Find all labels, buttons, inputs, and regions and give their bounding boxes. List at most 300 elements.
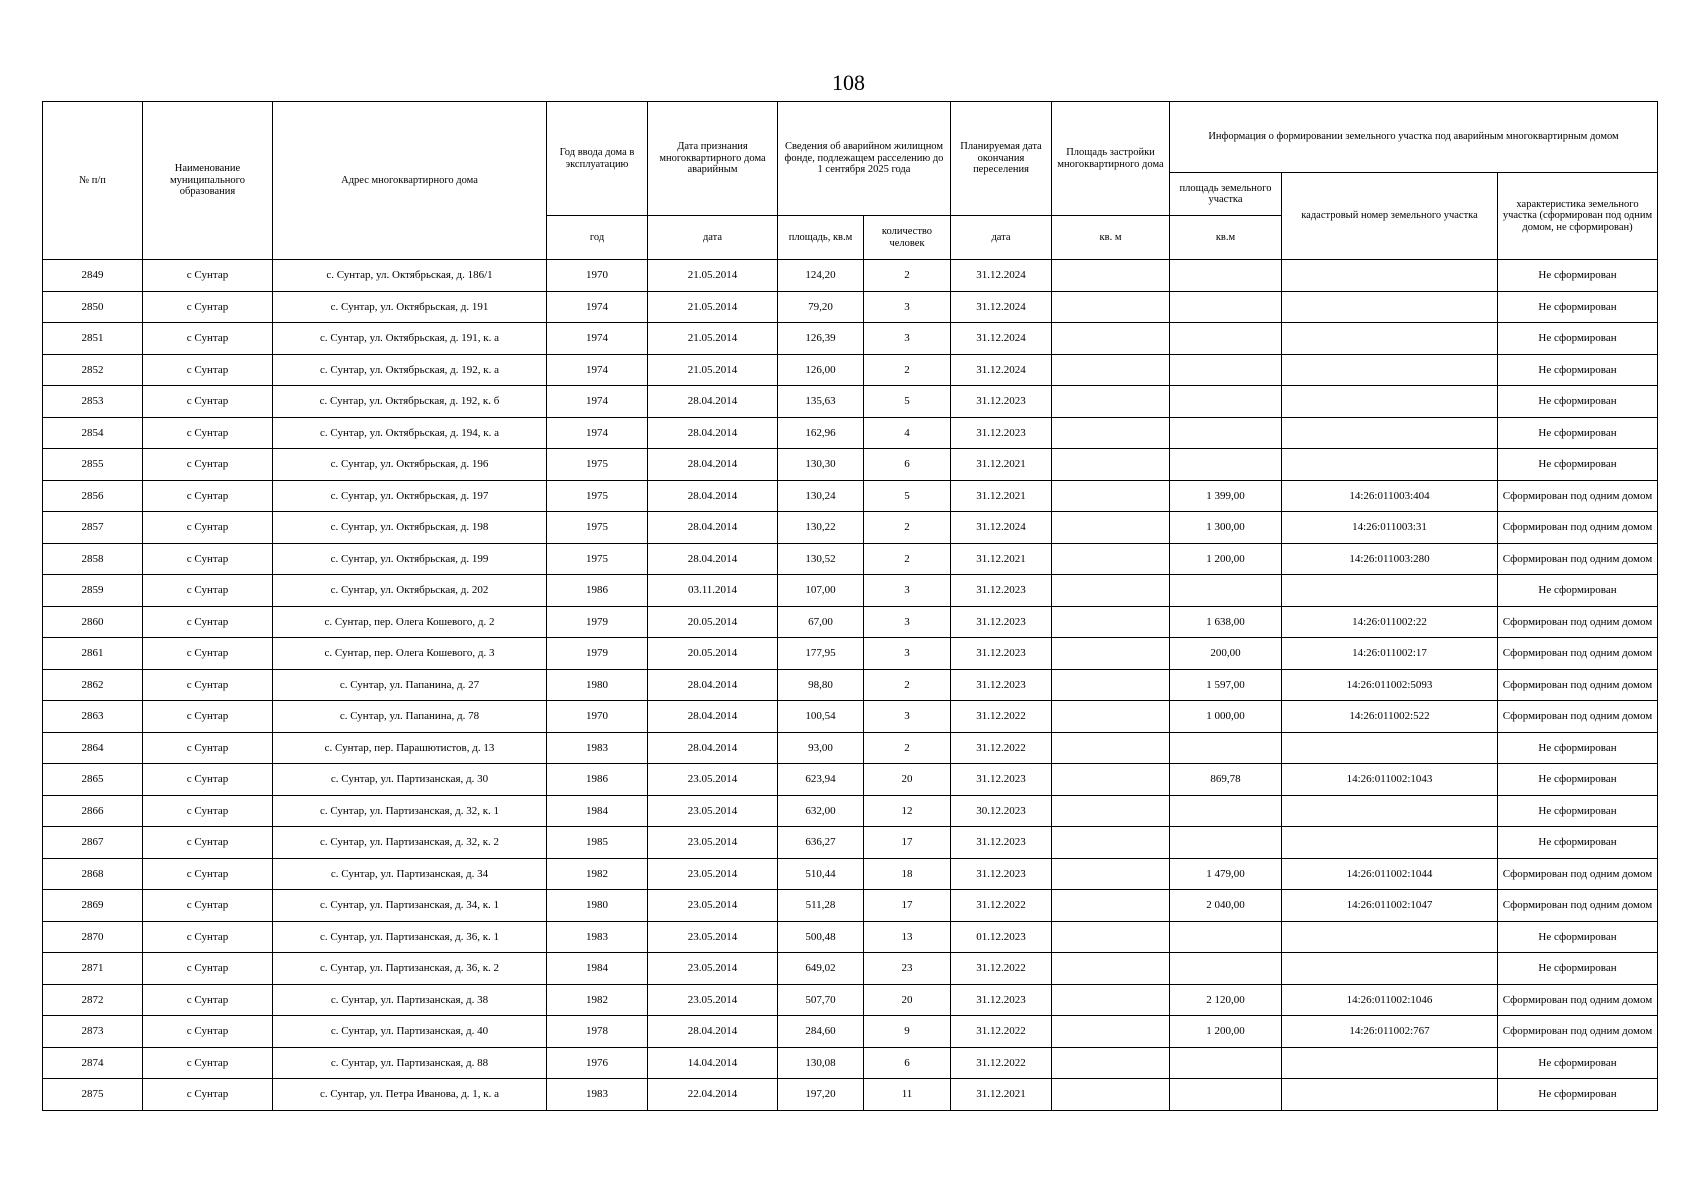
row-number: 2859 xyxy=(43,575,143,607)
row-land-char: Сформирован под одним домом xyxy=(1498,1016,1658,1048)
row-year: 1986 xyxy=(547,764,648,796)
row-address: с. Сунтар, ул. Октябрьская, д. 198 xyxy=(273,512,547,544)
table-row xyxy=(43,606,1658,638)
row-area: 511,28 xyxy=(778,890,864,922)
row-year: 1980 xyxy=(547,890,648,922)
row-date-recognized: 28.04.2014 xyxy=(648,449,778,481)
row-planned-date: 31.12.2023 xyxy=(951,575,1052,607)
row-year: 1982 xyxy=(547,984,648,1016)
row-municipality: с Сунтар xyxy=(143,260,273,292)
row-planned-date: 31.12.2022 xyxy=(951,890,1052,922)
row-date-recognized: 28.04.2014 xyxy=(648,480,778,512)
table-row xyxy=(43,512,1658,544)
row-land-char: Не сформирован xyxy=(1498,1047,1658,1079)
row-land-area xyxy=(1170,354,1282,386)
table-row xyxy=(43,449,1658,481)
row-address: с. Сунтар, ул. Октябрьская, д. 197 xyxy=(273,480,547,512)
row-building-area xyxy=(1052,354,1170,386)
row-building-area xyxy=(1052,543,1170,575)
row-number: 2866 xyxy=(43,795,143,827)
row-address: с. Сунтар, ул. Октябрьская, д. 202 xyxy=(273,575,547,607)
row-cadastral: 14:26:011003:404 xyxy=(1282,480,1498,512)
table-row xyxy=(43,827,1658,859)
row-year: 1974 xyxy=(547,354,648,386)
row-area: 636,27 xyxy=(778,827,864,859)
row-date-recognized: 23.05.2014 xyxy=(648,827,778,859)
row-date-recognized: 28.04.2014 xyxy=(648,512,778,544)
row-people: 20 xyxy=(864,764,951,796)
row-people: 2 xyxy=(864,354,951,386)
row-cadastral: 14:26:011003:31 xyxy=(1282,512,1498,544)
row-people: 23 xyxy=(864,953,951,985)
row-area: 126,00 xyxy=(778,354,864,386)
header-address: Адрес многоквартирного дома xyxy=(273,102,547,260)
row-number: 2860 xyxy=(43,606,143,638)
row-number: 2867 xyxy=(43,827,143,859)
row-cadastral: 14:26:011002:17 xyxy=(1282,638,1498,670)
row-year: 1974 xyxy=(547,417,648,449)
row-address: с. Сунтар, ул. Партизанская, д. 40 xyxy=(273,1016,547,1048)
row-land-area xyxy=(1170,449,1282,481)
row-planned-date: 31.12.2023 xyxy=(951,417,1052,449)
row-date-recognized: 28.04.2014 xyxy=(648,543,778,575)
row-date-recognized: 28.04.2014 xyxy=(648,386,778,418)
header-land-char: характеристика земельного участка (сформирован под одним домом, не сформирован) xyxy=(1498,173,1658,260)
row-municipality: с Сунтар xyxy=(143,354,273,386)
row-cadastral xyxy=(1282,323,1498,355)
row-people: 3 xyxy=(864,701,951,733)
table-row xyxy=(43,921,1658,953)
row-planned-date: 30.12.2023 xyxy=(951,795,1052,827)
row-land-area: 1 597,00 xyxy=(1170,669,1282,701)
row-address: с. Сунтар, ул. Партизанская, д. 36, к. 1 xyxy=(273,921,547,953)
row-number: 2863 xyxy=(43,701,143,733)
row-cadastral: 14:26:011002:1046 xyxy=(1282,984,1498,1016)
row-address: с. Сунтар, ул. Партизанская, д. 32, к. 1 xyxy=(273,795,547,827)
row-planned-date: 31.12.2023 xyxy=(951,858,1052,890)
row-land-area xyxy=(1170,575,1282,607)
table-row xyxy=(43,323,1658,355)
row-land-area xyxy=(1170,323,1282,355)
row-cadastral xyxy=(1282,1079,1498,1111)
row-address: с. Сунтар, ул. Октябрьская, д. 196 xyxy=(273,449,547,481)
row-date-recognized: 28.04.2014 xyxy=(648,701,778,733)
unit-year: год xyxy=(547,216,648,260)
row-area: 79,20 xyxy=(778,291,864,323)
row-cadastral: 14:26:011002:5093 xyxy=(1282,669,1498,701)
table-row xyxy=(43,890,1658,922)
row-number: 2865 xyxy=(43,764,143,796)
row-municipality: с Сунтар xyxy=(143,291,273,323)
row-address: с. Сунтар, ул. Партизанская, д. 36, к. 2 xyxy=(273,953,547,985)
row-number: 2874 xyxy=(43,1047,143,1079)
row-address: с. Сунтар, ул. Партизанская, д. 88 xyxy=(273,1047,547,1079)
row-cadastral: 14:26:011002:522 xyxy=(1282,701,1498,733)
row-municipality: с Сунтар xyxy=(143,638,273,670)
row-area: 135,63 xyxy=(778,386,864,418)
row-land-char: Не сформирован xyxy=(1498,354,1658,386)
table-row xyxy=(43,260,1658,292)
unit-people: количество человек xyxy=(864,216,951,260)
row-area: 162,96 xyxy=(778,417,864,449)
table-row xyxy=(43,638,1658,670)
row-planned-date: 31.12.2024 xyxy=(951,512,1052,544)
row-address: с. Сунтар, ул. Папанина, д. 78 xyxy=(273,701,547,733)
row-land-char: Сформирован под одним домом xyxy=(1498,543,1658,575)
row-municipality: с Сунтар xyxy=(143,417,273,449)
row-people: 5 xyxy=(864,386,951,418)
row-year: 1985 xyxy=(547,827,648,859)
row-address: с. Сунтар, ул. Партизанская, д. 38 xyxy=(273,984,547,1016)
row-planned-date: 31.12.2021 xyxy=(951,1079,1052,1111)
row-year: 1975 xyxy=(547,512,648,544)
row-municipality: с Сунтар xyxy=(143,1079,273,1111)
row-people: 17 xyxy=(864,827,951,859)
row-building-area xyxy=(1052,291,1170,323)
row-cadastral xyxy=(1282,921,1498,953)
unit-building-area: кв. м xyxy=(1052,216,1170,260)
row-address: с. Сунтар, ул. Папанина, д. 27 xyxy=(273,669,547,701)
row-address: с. Сунтар, ул. Партизанская, д. 34, к. 1 xyxy=(273,890,547,922)
table-row xyxy=(43,669,1658,701)
row-cadastral xyxy=(1282,953,1498,985)
row-area: 197,20 xyxy=(778,1079,864,1111)
row-land-char: Не сформирован xyxy=(1498,1079,1658,1111)
row-municipality: с Сунтар xyxy=(143,512,273,544)
row-building-area xyxy=(1052,638,1170,670)
row-land-char: Не сформирован xyxy=(1498,323,1658,355)
row-address: с. Сунтар, пер. Олега Кошевого, д. 2 xyxy=(273,606,547,638)
row-cadastral: 14:26:011003:280 xyxy=(1282,543,1498,575)
row-municipality: с Сунтар xyxy=(143,795,273,827)
row-planned-date: 31.12.2023 xyxy=(951,669,1052,701)
row-planned-date: 31.12.2024 xyxy=(951,260,1052,292)
row-building-area xyxy=(1052,1079,1170,1111)
row-land-area xyxy=(1170,1047,1282,1079)
row-area: 510,44 xyxy=(778,858,864,890)
row-building-area xyxy=(1052,512,1170,544)
row-land-char: Сформирован под одним домом xyxy=(1498,512,1658,544)
row-cadastral xyxy=(1282,732,1498,764)
row-year: 1978 xyxy=(547,1016,648,1048)
table-body xyxy=(43,260,1658,1111)
row-people: 2 xyxy=(864,543,951,575)
row-number: 2849 xyxy=(43,260,143,292)
table-row xyxy=(43,764,1658,796)
row-address: с. Сунтар, ул. Партизанская, д. 30 xyxy=(273,764,547,796)
row-address: с. Сунтар, ул. Петра Иванова, д. 1, к. а xyxy=(273,1079,547,1111)
row-land-area: 1 200,00 xyxy=(1170,543,1282,575)
row-people: 2 xyxy=(864,512,951,544)
row-land-area: 1 399,00 xyxy=(1170,480,1282,512)
row-municipality: с Сунтар xyxy=(143,449,273,481)
row-date-recognized: 28.04.2014 xyxy=(648,669,778,701)
row-planned-date: 31.12.2021 xyxy=(951,449,1052,481)
row-building-area xyxy=(1052,260,1170,292)
row-land-area: 1 000,00 xyxy=(1170,701,1282,733)
row-date-recognized: 21.05.2014 xyxy=(648,354,778,386)
row-land-area xyxy=(1170,795,1282,827)
row-number: 2861 xyxy=(43,638,143,670)
table-row xyxy=(43,543,1658,575)
row-number: 2855 xyxy=(43,449,143,481)
row-cadastral xyxy=(1282,260,1498,292)
row-people: 20 xyxy=(864,984,951,1016)
row-land-char: Сформирован под одним домом xyxy=(1498,669,1658,701)
row-date-recognized: 23.05.2014 xyxy=(648,921,778,953)
row-land-char: Не сформирован xyxy=(1498,417,1658,449)
row-planned-date: 01.12.2023 xyxy=(951,921,1052,953)
table-row xyxy=(43,575,1658,607)
row-building-area xyxy=(1052,921,1170,953)
row-address: с. Сунтар, пер. Олега Кошевого, д. 3 xyxy=(273,638,547,670)
row-land-area: 1 200,00 xyxy=(1170,1016,1282,1048)
row-date-recognized: 23.05.2014 xyxy=(648,764,778,796)
row-land-area xyxy=(1170,1079,1282,1111)
table-row xyxy=(43,1079,1658,1111)
row-area: 500,48 xyxy=(778,921,864,953)
row-land-area xyxy=(1170,953,1282,985)
row-land-area: 200,00 xyxy=(1170,638,1282,670)
row-address: с. Сунтар, ул. Октябрьская, д. 186/1 xyxy=(273,260,547,292)
row-number: 2857 xyxy=(43,512,143,544)
table-row xyxy=(43,858,1658,890)
row-number: 2856 xyxy=(43,480,143,512)
row-people: 3 xyxy=(864,606,951,638)
row-date-recognized: 21.05.2014 xyxy=(648,291,778,323)
row-municipality: с Сунтар xyxy=(143,1016,273,1048)
table-row xyxy=(43,1047,1658,1079)
row-date-recognized: 23.05.2014 xyxy=(648,953,778,985)
row-year: 1983 xyxy=(547,921,648,953)
row-planned-date: 31.12.2022 xyxy=(951,1047,1052,1079)
row-land-area xyxy=(1170,291,1282,323)
row-address: с. Сунтар, ул. Октябрьская, д. 191, к. а xyxy=(273,323,547,355)
row-municipality: с Сунтар xyxy=(143,606,273,638)
row-land-area xyxy=(1170,827,1282,859)
row-cadastral xyxy=(1282,417,1498,449)
row-land-area xyxy=(1170,386,1282,418)
header-date-recognized: Дата признания многоквартирного дома аварийным xyxy=(648,102,778,216)
row-people: 3 xyxy=(864,323,951,355)
row-number: 2851 xyxy=(43,323,143,355)
row-cadastral xyxy=(1282,827,1498,859)
row-planned-date: 31.12.2023 xyxy=(951,984,1052,1016)
row-municipality: с Сунтар xyxy=(143,953,273,985)
table-row xyxy=(43,795,1658,827)
row-date-recognized: 23.05.2014 xyxy=(648,890,778,922)
row-land-area xyxy=(1170,417,1282,449)
row-planned-date: 31.12.2023 xyxy=(951,386,1052,418)
row-municipality: с Сунтар xyxy=(143,858,273,890)
row-building-area xyxy=(1052,606,1170,638)
row-planned-date: 31.12.2022 xyxy=(951,953,1052,985)
row-land-char: Не сформирован xyxy=(1498,921,1658,953)
row-people: 18 xyxy=(864,858,951,890)
row-cadastral xyxy=(1282,291,1498,323)
header-land-area: площадь земельного участка xyxy=(1170,173,1282,216)
row-number: 2852 xyxy=(43,354,143,386)
row-cadastral: 14:26:011002:767 xyxy=(1282,1016,1498,1048)
row-number: 2870 xyxy=(43,921,143,953)
row-land-area xyxy=(1170,732,1282,764)
row-date-recognized: 28.04.2014 xyxy=(648,732,778,764)
row-land-area: 2 120,00 xyxy=(1170,984,1282,1016)
row-building-area xyxy=(1052,386,1170,418)
header-num: № п/п xyxy=(43,102,143,260)
row-cadastral xyxy=(1282,354,1498,386)
row-year: 1979 xyxy=(547,606,648,638)
row-number: 2872 xyxy=(43,984,143,1016)
row-date-recognized: 28.04.2014 xyxy=(648,417,778,449)
row-year: 1982 xyxy=(547,858,648,890)
row-planned-date: 31.12.2022 xyxy=(951,732,1052,764)
row-land-char: Сформирован под одним домом xyxy=(1498,890,1658,922)
row-area: 130,30 xyxy=(778,449,864,481)
header-land-info: Информация о формировании земельного участка под аварийным многоквартирным домом xyxy=(1170,102,1658,173)
row-number: 2869 xyxy=(43,890,143,922)
row-municipality: с Сунтар xyxy=(143,323,273,355)
table-row xyxy=(43,386,1658,418)
row-cadastral xyxy=(1282,795,1498,827)
row-date-recognized: 03.11.2014 xyxy=(648,575,778,607)
header-cadastral: кадастровый номер земельного участка xyxy=(1282,173,1498,260)
row-area: 126,39 xyxy=(778,323,864,355)
row-number: 2875 xyxy=(43,1079,143,1111)
row-year: 1979 xyxy=(547,638,648,670)
row-address: с. Сунтар, ул. Партизанская, д. 34 xyxy=(273,858,547,890)
row-area: 100,54 xyxy=(778,701,864,733)
row-land-char: Не сформирован xyxy=(1498,386,1658,418)
row-cadastral: 14:26:011002:1044 xyxy=(1282,858,1498,890)
row-area: 130,22 xyxy=(778,512,864,544)
row-year: 1986 xyxy=(547,575,648,607)
row-building-area xyxy=(1052,953,1170,985)
row-year: 1984 xyxy=(547,953,648,985)
row-cadastral xyxy=(1282,1047,1498,1079)
row-building-area xyxy=(1052,449,1170,481)
row-address: с. Сунтар, ул. Октябрьская, д. 194, к. а xyxy=(273,417,547,449)
table-row xyxy=(43,953,1658,985)
row-date-recognized: 28.04.2014 xyxy=(648,1016,778,1048)
row-year: 1976 xyxy=(547,1047,648,1079)
row-address: с. Сунтар, ул. Октябрьская, д. 192, к. а xyxy=(273,354,547,386)
row-municipality: с Сунтар xyxy=(143,827,273,859)
row-land-char: Не сформирован xyxy=(1498,764,1658,796)
row-land-area: 2 040,00 xyxy=(1170,890,1282,922)
row-area: 623,94 xyxy=(778,764,864,796)
unit-area: площадь, кв.м xyxy=(778,216,864,260)
row-number: 2853 xyxy=(43,386,143,418)
table-row xyxy=(43,1016,1658,1048)
row-area: 632,00 xyxy=(778,795,864,827)
row-date-recognized: 23.05.2014 xyxy=(648,858,778,890)
row-date-recognized: 23.05.2014 xyxy=(648,984,778,1016)
row-area: 284,60 xyxy=(778,1016,864,1048)
row-municipality: с Сунтар xyxy=(143,575,273,607)
row-address: с. Сунтар, пер. Парашютистов, д. 13 xyxy=(273,732,547,764)
row-land-char: Не сформирован xyxy=(1498,575,1658,607)
header-year: Год ввода дома в эксплуатацию xyxy=(547,102,648,216)
row-year: 1983 xyxy=(547,732,648,764)
unit-planned-date: дата xyxy=(951,216,1052,260)
row-planned-date: 31.12.2023 xyxy=(951,638,1052,670)
row-area: 98,80 xyxy=(778,669,864,701)
row-land-area xyxy=(1170,921,1282,953)
row-number: 2858 xyxy=(43,543,143,575)
row-people: 9 xyxy=(864,1016,951,1048)
row-date-recognized: 22.04.2014 xyxy=(648,1079,778,1111)
row-people: 5 xyxy=(864,480,951,512)
row-land-char: Сформирован под одним домом xyxy=(1498,984,1658,1016)
row-area: 507,70 xyxy=(778,984,864,1016)
table-row xyxy=(43,354,1658,386)
row-building-area xyxy=(1052,827,1170,859)
row-people: 6 xyxy=(864,449,951,481)
row-municipality: с Сунтар xyxy=(143,764,273,796)
table-row xyxy=(43,417,1658,449)
row-area: 177,95 xyxy=(778,638,864,670)
row-land-char: Не сформирован xyxy=(1498,953,1658,985)
row-building-area xyxy=(1052,984,1170,1016)
row-land-char: Сформирован под одним домом xyxy=(1498,701,1658,733)
row-number: 2871 xyxy=(43,953,143,985)
row-people: 11 xyxy=(864,1079,951,1111)
row-cadastral xyxy=(1282,386,1498,418)
row-building-area xyxy=(1052,890,1170,922)
row-people: 12 xyxy=(864,795,951,827)
row-building-area xyxy=(1052,1047,1170,1079)
row-land-char: Не сформирован xyxy=(1498,827,1658,859)
row-year: 1975 xyxy=(547,480,648,512)
row-planned-date: 31.12.2022 xyxy=(951,701,1052,733)
row-land-char: Сформирован под одним домом xyxy=(1498,858,1658,890)
row-area: 93,00 xyxy=(778,732,864,764)
row-cadastral: 14:26:011002:1047 xyxy=(1282,890,1498,922)
row-area: 67,00 xyxy=(778,606,864,638)
row-land-area: 1 479,00 xyxy=(1170,858,1282,890)
row-municipality: с Сунтар xyxy=(143,669,273,701)
row-land-area: 1 638,00 xyxy=(1170,606,1282,638)
row-year: 1970 xyxy=(547,701,648,733)
row-date-recognized: 21.05.2014 xyxy=(648,323,778,355)
row-cadastral xyxy=(1282,449,1498,481)
row-address: с. Сунтар, ул. Октябрьская, д. 192, к. б xyxy=(273,386,547,418)
row-date-recognized: 21.05.2014 xyxy=(648,260,778,292)
row-planned-date: 31.12.2021 xyxy=(951,480,1052,512)
row-number: 2864 xyxy=(43,732,143,764)
header-municipality: Наименование муниципального образования xyxy=(143,102,273,260)
row-year: 1970 xyxy=(547,260,648,292)
row-date-recognized: 23.05.2014 xyxy=(648,795,778,827)
row-planned-date: 31.12.2021 xyxy=(951,543,1052,575)
row-people: 13 xyxy=(864,921,951,953)
row-municipality: с Сунтар xyxy=(143,984,273,1016)
row-year: 1974 xyxy=(547,323,648,355)
row-building-area xyxy=(1052,480,1170,512)
row-planned-date: 31.12.2024 xyxy=(951,323,1052,355)
row-land-char: Сформирован под одним домом xyxy=(1498,606,1658,638)
header-building-area: Площадь застройки многоквартирного дома xyxy=(1052,102,1170,216)
row-municipality: с Сунтар xyxy=(143,890,273,922)
unit-date-recognized: дата xyxy=(648,216,778,260)
row-people: 4 xyxy=(864,417,951,449)
row-land-char: Не сформирован xyxy=(1498,449,1658,481)
emergency-housing-table xyxy=(42,101,1658,1111)
row-people: 3 xyxy=(864,638,951,670)
row-land-char: Не сформирован xyxy=(1498,260,1658,292)
header-planned-date: Планируемая дата окончания переселения xyxy=(951,102,1052,216)
